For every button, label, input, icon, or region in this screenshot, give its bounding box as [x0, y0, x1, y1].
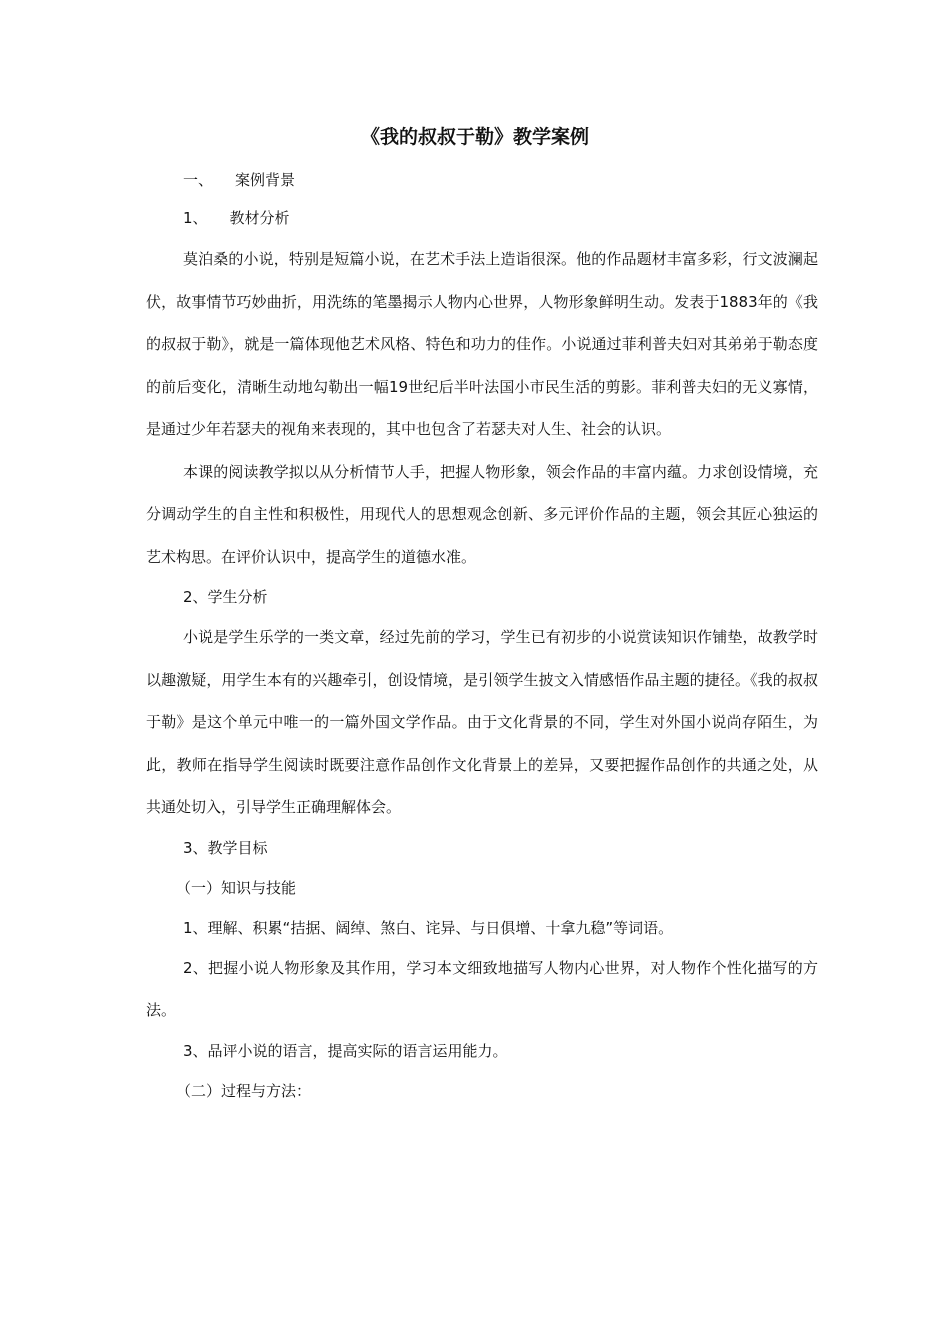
goal-item-1: 1、理解、积累“拮据、阔绰、煞白、诧异、与日俱增、十拿九稳”等词语。: [183, 918, 674, 937]
subsection-heading-goals: 3、教学目标: [183, 838, 268, 857]
section-heading-background: [146, 163, 818, 197]
subsection-heading-students: 2、学生分析: [183, 588, 268, 606]
subsection-heading-material: [146, 201, 818, 235]
goal-item-3: 3、品评小说的语言，提高实际的语言运用能力。: [183, 1041, 508, 1060]
section-number: 一、: [183, 171, 214, 189]
paragraph-material-analysis: 莫泊桑的小说，特别是短篇小说，在艺术手法上造诣很深。他的作品题材丰富多彩，行文波澜起伏，故事情节巧妙曲折，用洗练的笔墨揭示人物内心世界，人物形象鲜明生动。发表于1883年的《我的叔叔于勒》，就是一篇体现他艺术风格、特色和功力的佳作。小说通过菲利普夫妇对其弟弟于勒态度的前后变化，清晰生动地勾勒出一幅19世纪后半叶法国小市民生活的剪影。菲利普夫妇的无义寡情，是通过少年若瑟夫的视角来表现的，其中也包含了若瑟夫对人生、社会的认识。: [146, 250, 818, 438]
paragraph-teaching-plan: 本课的阅读教学拟以从分析情节人手，把握人物形象，领会作品的丰富内蕴。力求创设情境，充分调动学生的自主性和积极性，用现代人的思想观念创新、多元评价作品的主题，领会其匠心独运的艺术构思。在评价认识中，提高学生的道德水准。: [146, 462, 818, 566]
subsection-title: 教材分析: [229, 209, 290, 227]
subsection-number: 1、: [183, 209, 208, 227]
goal-group-process: （二）过程与方法：: [176, 1081, 312, 1100]
section-title: 案例背景: [235, 171, 296, 189]
document-title: 《我的叔叔于勒》教学案例: [360, 126, 589, 148]
goal-group-knowledge: （一）知识与技能: [176, 878, 297, 897]
document-body: [146, 163, 818, 1108]
paragraph-student-analysis: 小说是学生乐学的一类文章，经过先前的学习，学生已有初步的小说赏读知识作铺垫，故教学时以趣激疑，用学生本有的兴趣牵引，创设情境，是引领学生披文入情感悟作品主题的捷径。《我的叔叔于勒》是这个单元中唯一的一篇外国文学作品。由于文化背景的不同，学生对外国小说尚存陌生，为此，教师在指导学生阅读时既要注意作品创作文化背景上的差异，又要把握作品创作的共通之处，从共通处切入，引导学生正确理解体会。: [146, 628, 818, 816]
goal-item-2: 2、把握小说人物形象及其作用，学习本文细致地描写人物内心世界，对人物作个性化描写的方法。: [146, 958, 818, 1019]
